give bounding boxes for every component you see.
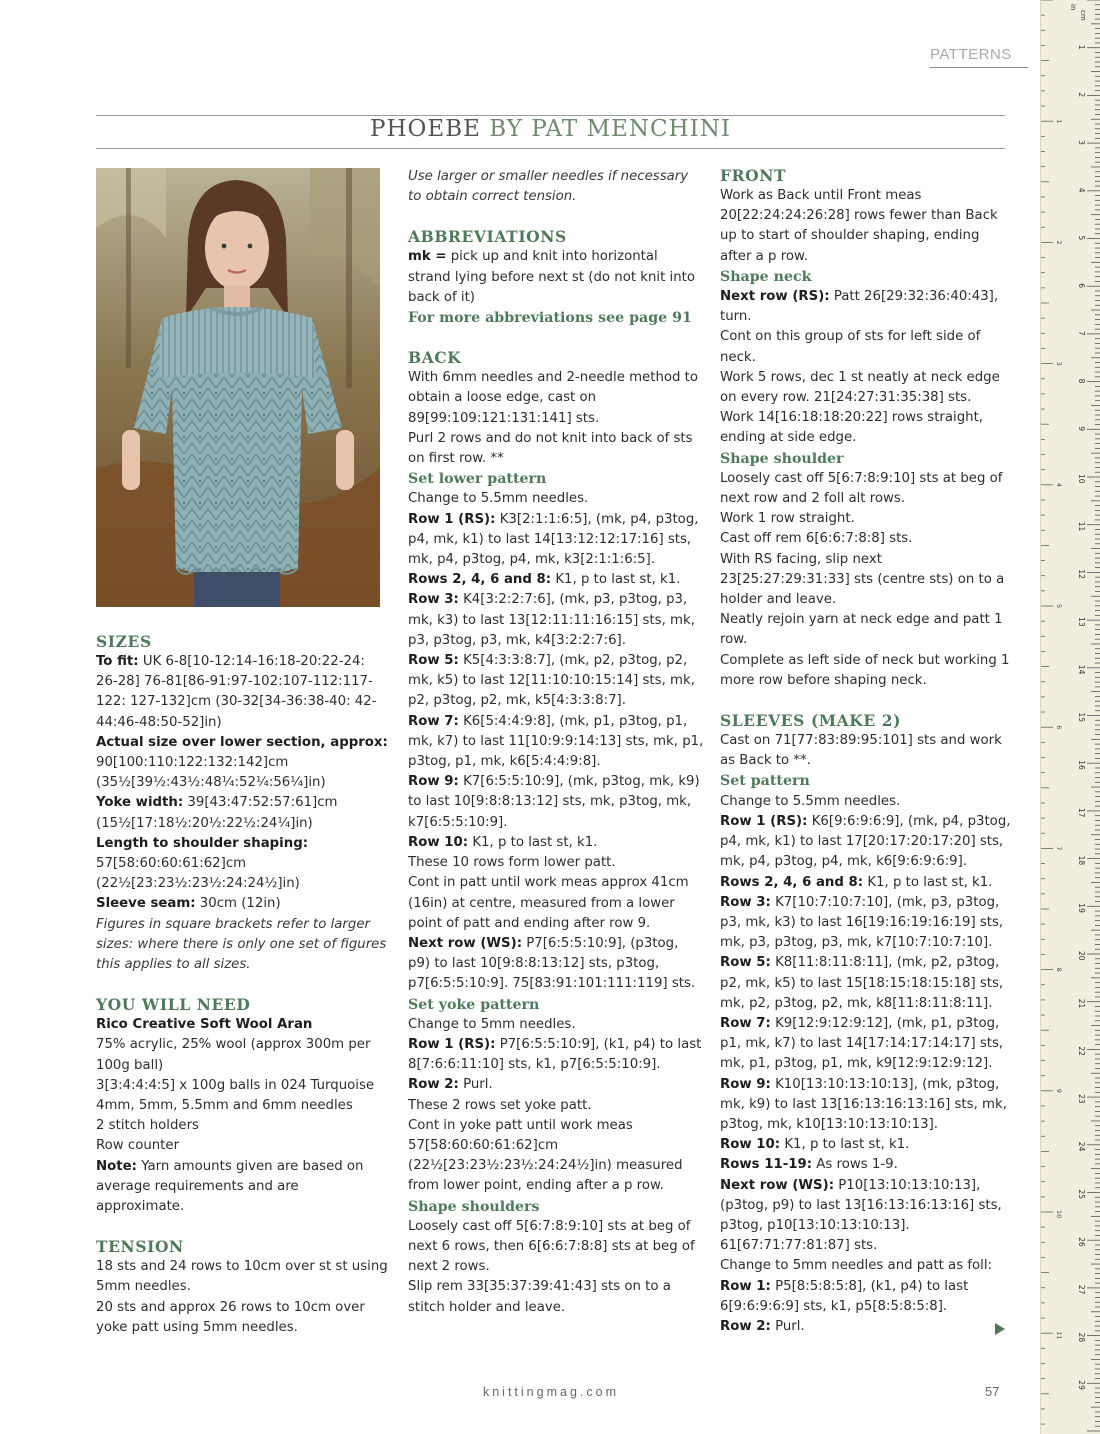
row-text: P5[8:5:8:5:8], (k1, p4) to last 6[9:6:9:6:9] sts, k1, p5[8:5:8:5:8]. (720, 1278, 969, 1314)
yoke-pattern-heading: Set yoke pattern (408, 996, 540, 1013)
measuring-ruler (1040, 0, 1100, 1434)
row-text: K3[2:1:1:6:5], (mk, p4, p3tog, p4, mk, k1) to last 14[13:12:12:17:16] sts, mk, p4, p3tog, p4, mk, k3[2:1:1:6:5]. (408, 511, 699, 568)
more-abbreviations-link: For more abbreviations see page 91 (408, 310, 692, 327)
ruler-cm-label: 12 (1077, 569, 1086, 579)
row-label: Next row (WS): (408, 935, 523, 951)
row-text: K1, p to last st, k1. (780, 1137, 910, 1153)
row-label: Row 9: (408, 774, 459, 790)
neck-straight: Work 14[16:18:18:20:22] rows straight, ending at side edge. (720, 410, 984, 446)
back-next-row (408, 934, 704, 995)
shoulder-row-straight: Work 1 row straight. (720, 511, 855, 527)
back-row-10 (408, 833, 704, 853)
ruler-cm-label: 8 (1077, 378, 1086, 384)
back-row-5 (408, 651, 704, 712)
shape-neck-heading: Shape neck (720, 268, 812, 285)
abbreviations-heading: ABBREVIATIONS (408, 227, 567, 247)
row-text: K1, p to last st, k1. (468, 834, 598, 850)
ruler-cm-label: 9 (1077, 426, 1086, 432)
row-text: K7[6:5:5:10:9], (mk, p3tog, mk, k9) to last 10[9:8:8:13:12] sts, mk, p3tog, mk, k7[6:5:5:10:9]. (408, 774, 700, 830)
continue-arrow-icon (995, 1323, 1005, 1335)
lower-patt-cont: Cont in patt until work meas approx 41cm (16in) at centre, measured from a lower point of patt and ending after row 9. (408, 875, 689, 931)
sleeve-yoke-row-1 (720, 1277, 1012, 1317)
back-row-7 (408, 712, 704, 773)
shoulders-cast-off: Loosely cast off 5[6:7:8:9:10] sts at beg of next 6 rows, then 6[6:6:7:8:8] sts at beg of next 2 rows. (408, 1218, 695, 1275)
abbreviation-mk (408, 247, 704, 308)
row-text: K9[12:9:12:9:12], (mk, p1, p3tog, p1, mk, k7) to last 14[17:14:17:14:17] sts, mk, p1, p3tog, p1, mk, k9[12:9:12:9:12]. (720, 1015, 1004, 1072)
lower-change-needles: Change to 5.5mm needles. (408, 491, 589, 507)
ruler-cm-label: 21 (1077, 998, 1086, 1009)
ruler-cm-label: 19 (1077, 903, 1086, 913)
row-label: Row 7: (408, 713, 459, 729)
ruler-in-label: 5 (1055, 604, 1063, 609)
length-value: 57[58:60:60:61:62]cm (22½[23:23½:23½:24:24½]in) (96, 856, 300, 892)
shoulders-slip: Slip rem 33[35:37:39:41:43] sts on to a stitch holder and leave. (408, 1279, 671, 1315)
ruler-cm-label: 16 (1077, 760, 1086, 770)
row-text: K5[4:3:3:8:7], (mk, p2, p3tog, p2, mk, k5) to last 12[11:10:10:15:14] sts, mk, p2, p3tog, p2, mk, k5[4:3:3:8:7]. (408, 653, 695, 709)
yoke-row-2 (408, 1075, 704, 1095)
shape-shoulder-heading: Shape shoulder (720, 450, 844, 467)
ruler-cm-label: 15 (1077, 712, 1086, 723)
sleeve-rows-11-19 (720, 1155, 1012, 1175)
shoulder-cast-off: Loosely cast off 5[6:7:8:9:10] sts at beg of next row and 2 foll alt rows. (720, 470, 1003, 507)
ruler-in-label: 6 (1055, 725, 1063, 730)
footer-url: knittingmag.com (482, 1385, 619, 1399)
ruler-cm-label: 29 (1077, 1380, 1086, 1390)
sleeve-row-9 (720, 1075, 1012, 1136)
row-label: Row 1: (720, 1278, 771, 1294)
ruler-cm-label: 7 (1077, 330, 1086, 336)
sleeves-cast-on: Cast on 71[77:83:89:95:101] sts and work as Back to **. (720, 733, 1002, 769)
stitch-holders: 2 stitch holders (96, 1118, 199, 1134)
ruler-cm-label: 6 (1077, 283, 1086, 288)
abbr-mk-label: mk = (408, 249, 447, 265)
yoke-row-1 (408, 1035, 704, 1075)
sleeve-set-pattern-heading: Set pattern (720, 773, 810, 790)
row-text: K1, p to last st, k1. (551, 572, 681, 588)
sleeves-heading: SLEEVES (MAKE 2) (720, 711, 902, 731)
row-label: Row 5: (408, 653, 459, 669)
ruler-cm-label: 10 (1077, 474, 1086, 484)
ruler-cm-label: 18 (1077, 855, 1086, 866)
row-text: P7[6:5:5:10:9], (p3tog, p9) to last 10[9:8:8:13:12] sts, p3tog, p7[6:5:5:10:9]. 75[83:91:101:111:119] sts. (408, 935, 696, 992)
yarn-name: Rico Creative Soft Wool Aran (96, 1017, 313, 1033)
size-length (96, 834, 388, 895)
column-middle (408, 167, 704, 1318)
row-label: Next row (RS): (720, 289, 830, 305)
ruler-in-label: 3 (1055, 361, 1063, 366)
size-actual (96, 733, 388, 794)
row-counter: Row counter (96, 1138, 180, 1154)
row-text: K6[5:4:4:9:8], (mk, p1, p3tog, p1, mk, k7) to last 11[10:9:9:14:13] sts, mk, p1, p3tog, p1, mk, k6[5:4:4:9:8]. (408, 713, 704, 770)
neck-decrease: Work 5 rows, dec 1 st neatly at neck edge on every row. 21[24:27:31:35:38] sts. (720, 369, 1000, 406)
sleeve-yoke-row-2 (720, 1317, 1012, 1337)
ruler-in-label: 11 (1055, 1331, 1063, 1340)
row-text: K6[9:6:9:6:9], (mk, p4, p3tog, p4, mk, k1) to last 17[20:17:20:17:20] sts, mk, p4, p3tog, p4, mk, k6[9:6:9:6:9]. (720, 813, 1011, 870)
you-will-need-heading: YOU WILL NEED (96, 995, 251, 1015)
sleeve-next-row (720, 1176, 1012, 1257)
sizes-heading: SIZES (96, 632, 152, 651)
pattern-name: PHOEBE (370, 116, 481, 142)
row-text: K8[11:8:11:8:11], (mk, p2, p3tog, p2, mk, k5) to last 15[18:15:18:15:18] sts, mk, p2, p3tog, p2, mk, k8[11:8:11:8:11]. (720, 955, 1004, 1011)
ruler-cm-label: 27 (1077, 1284, 1086, 1295)
title-rule-bottom (96, 148, 1005, 149)
yarn-fibre: 75% acrylic, 25% wool (approx 300m per 100g ball) (96, 1037, 371, 1073)
column-left (96, 631, 388, 1338)
row-label: Row 2: (720, 1318, 771, 1334)
row-text: K1, p to last st, k1. (863, 874, 993, 890)
row-label: Row 7: (720, 1015, 771, 1031)
back-row-1 (408, 510, 704, 571)
ruler-in-label: 1 (1055, 119, 1063, 124)
ruler-cm-label: 1 (1077, 44, 1086, 50)
ruler-cm-label: 2 (1077, 92, 1086, 98)
sleeve-change-needles: Change to 5.5mm needles. (720, 793, 901, 809)
sleeve-row-3 (720, 893, 1012, 954)
needles: 4mm, 5mm, 5.5mm and 6mm needles (96, 1098, 353, 1114)
shoulder-cast-off-rem: Cast off rem 6[6:6:7:8:8] sts. (720, 531, 913, 547)
sleeve-rows-2-8 (720, 873, 1012, 893)
shoulder-rejoin: Neatly rejoin yarn at neck edge and patt 1 row. (720, 612, 1003, 648)
row-label: Rows 2, 4, 6 and 8: (720, 874, 864, 890)
ruler-cm-label: 14 (1077, 664, 1086, 675)
row-label: Row 1 (RS): (408, 1036, 496, 1052)
shape-shoulders-heading: Shape shoulders (408, 1198, 540, 1215)
row-label: Row 3: (720, 894, 771, 910)
yoke-change-needles: Change to 5mm needles. (408, 1016, 576, 1032)
section-tag: PATTERNS (930, 46, 1012, 63)
ruler-cm-label: 25 (1077, 1189, 1086, 1200)
sleeve-row-7 (720, 1014, 1012, 1075)
ruler-in-label: 2 (1055, 240, 1063, 245)
front-work-as-back: Work as Back until Front meas 20[22:24:24:26:28] rows fewer than Back up to start of shoulder shaping, ending after a p row. (720, 188, 998, 264)
sleeve-seam-value: 30cm (12in) (195, 896, 281, 912)
sleeve-row-5 (720, 953, 1012, 1014)
row-label: Row 10: (720, 1137, 781, 1153)
ruler-cm-label: 17 (1077, 807, 1086, 818)
size-yoke (96, 793, 388, 833)
neck-next-row (720, 287, 1012, 327)
yoke-width-value: 39[43:47:52:57:61]cm (15½[17:18½:20½:22½:24¼]in) (96, 795, 338, 831)
yarn-amount: 3[3:4:4:4:5] x 100g balls in 024 Turquoise (96, 1077, 375, 1093)
actual-size-value: 90[100:110:122:132:142]cm (35½[39½:43½:48¼:52¼:56¼]in) (96, 755, 326, 791)
size-to-fit (96, 652, 388, 733)
tension-st-st: 18 sts and 24 rows to 10cm over st st using 5mm needles. (96, 1259, 388, 1295)
length-label: Length to shoulder shaping: (96, 835, 309, 851)
ruler-cm-label: 11 (1077, 521, 1086, 532)
column-right (720, 165, 1012, 1337)
tension-heading: TENSION (96, 1237, 184, 1257)
model-photo (96, 168, 380, 607)
front-heading: FRONT (720, 166, 787, 185)
pattern-title (96, 116, 1005, 142)
ruler-in-unit: in (1069, 4, 1077, 11)
sleeve-seam-label: Sleeve seam: (96, 896, 196, 912)
ruler-cm-label: 3 (1077, 140, 1086, 145)
ruler-cm-unit: cm (1079, 10, 1087, 21)
needle-size-note: Use larger or smaller needles if necessary to obtain correct tension. (408, 169, 689, 205)
row-label: Row 5: (720, 955, 771, 971)
row-text: Purl. (458, 1077, 493, 1093)
lower-patt-form: These 10 rows form lower patt. (408, 855, 616, 871)
actual-size-label: Actual size over lower section, approx: (96, 734, 388, 750)
ruler-cm-label: 4 (1077, 187, 1086, 193)
yarn-note (96, 1157, 388, 1218)
row-text: K7[10:7:10:7:10], (mk, p3, p3tog, p3, mk, k3) to last 16[19:16:19:16:19] sts, mk, p3, p3tog, p3, mk, k7[10:7:10:7:10]. (720, 894, 1004, 951)
row-label: Rows 11-19: (720, 1157, 813, 1173)
ruler-scale (1041, 0, 1100, 1434)
back-row-9 (408, 772, 704, 833)
row-text: K4[3:2:2:7:6], (mk, p3, p3tog, p3, mk, k3) to last 13[12:11:11:16:15] sts, mk, p3, p3tog, p3, mk, k4[3:2:2:7:6]. (408, 592, 695, 648)
row-label: Row 1 (RS): (720, 813, 808, 829)
shoulder-centre-sts: With RS facing, slip next 23[25:27:29:31:33] sts (centre sts) on to a holder and leave. (720, 551, 1005, 608)
ruler-cm-label: 24 (1077, 1141, 1086, 1152)
row-label: Rows 2, 4, 6 and 8: (408, 572, 552, 588)
ruler-cm-label: 13 (1077, 617, 1086, 627)
figures-note: Figures in square brackets refer to larger sizes: where there is only one set of figures this applies to all sizes. (96, 916, 387, 973)
sleeve-row-1 (720, 812, 1012, 873)
row-label: Row 1 (RS): (408, 511, 496, 527)
back-purl-rows: Purl 2 rows and do not knit into back of sts on first row. ** (408, 430, 693, 467)
row-text: As rows 1-9. (812, 1157, 898, 1173)
tension-yoke: 20 sts and approx 26 rows to 10cm over yoke patt using 5mm needles. (96, 1299, 365, 1335)
row-text: P7[6:5:5:10:9], (k1, p4) to last 8[7:6:6:11:10] sts, k1, p7[6:5:5:10:9]. (408, 1036, 702, 1073)
ruler-in-label: 7 (1055, 846, 1063, 851)
ruler-cm-label: 28 (1077, 1332, 1086, 1343)
row-label: Row 2: (408, 1077, 459, 1093)
page-number: 57 (985, 1384, 1000, 1399)
ruler-cm-label: 26 (1077, 1237, 1086, 1247)
ruler-cm-label: 5 (1077, 235, 1086, 241)
ruler-cm-label: 23 (1077, 1094, 1086, 1104)
to-fit-label: To fit: (96, 654, 139, 669)
note-label: Note: (96, 1158, 137, 1174)
back-heading: BACK (408, 348, 462, 368)
sleeve-yoke-change: Change to 5mm needles and patt as foll: (720, 1258, 993, 1274)
back-row-3 (408, 590, 704, 651)
designer-credit: BY PAT MENCHINI (489, 116, 731, 142)
note-value: Yarn amounts given are based on average requirements and are approximate. (96, 1158, 364, 1215)
row-label: Row 3: (408, 592, 459, 608)
ruler-in-label: 8 (1055, 967, 1063, 972)
ruler-in-label: 9 (1055, 1088, 1063, 1093)
row-label: Next row (WS): (720, 1177, 835, 1193)
row-text: P10[13:10:13:10:13], (p3tog, p9) to last 13[16:13:16:13:16] sts, p3tog, p10[13:10:13:10:13]. 61[67:71:77:81:87] sts. (720, 1177, 1002, 1254)
ruler-cm-label: 20 (1077, 951, 1086, 961)
row-text: K10[13:10:13:10:13], (mk, p3tog, mk, k9) to last 13[16:13:16:13:16] sts, mk, p3tog, mk, k10[13:10:13:10:13]. (720, 1076, 1007, 1132)
neck-left-side: Cont on this group of sts for left side of neck. (720, 329, 981, 365)
abbr-mk-value: pick up and knit into horizontal strand lying before next st (do not knit into back of it) (408, 249, 695, 305)
row-text: Patt 26[29:32:36:40:43], turn. (720, 289, 999, 325)
back-rows-2-8 (408, 570, 704, 590)
yoke-cont: Cont in yoke patt until work meas 57[58:60:60:61:62]cm (22½[23:23½:23½:24:24½]in) measured from lower point, ending after a p row. (408, 1117, 683, 1194)
row-text: Purl. (770, 1318, 805, 1334)
ruler-in-label: 10 (1055, 1210, 1063, 1219)
row-label: Row 9: (720, 1076, 771, 1092)
size-sleeve (96, 894, 388, 914)
sleeve-row-10 (720, 1135, 1012, 1155)
ruler-in-label: 4 (1055, 482, 1063, 487)
section-tag-rule (930, 67, 1028, 68)
yoke-width-label: Yoke width: (96, 795, 184, 811)
shoulder-complete: Complete as left side of neck but working 1 more row before shaping neck. (720, 652, 1010, 688)
back-cast-on: With 6mm needles and 2-needle method to obtain a loose edge, cast on 89[99:109:121:131:141] sts. (408, 370, 699, 426)
ruler-cm-label: 22 (1077, 1046, 1086, 1056)
to-fit-value: UK 6-8[10-12:14-16:18-20:22-24: 26-28] 76-81[86-91:97-102:107-112:117-122: 127-132]cm (30-32[34-36:38-40: 42-44:46-48:50-52]in) (96, 654, 377, 730)
row-label: Row 10: (408, 834, 469, 850)
lower-pattern-heading: Set lower pattern (408, 471, 547, 488)
yoke-set: These 2 rows set yoke patt. (408, 1097, 592, 1113)
